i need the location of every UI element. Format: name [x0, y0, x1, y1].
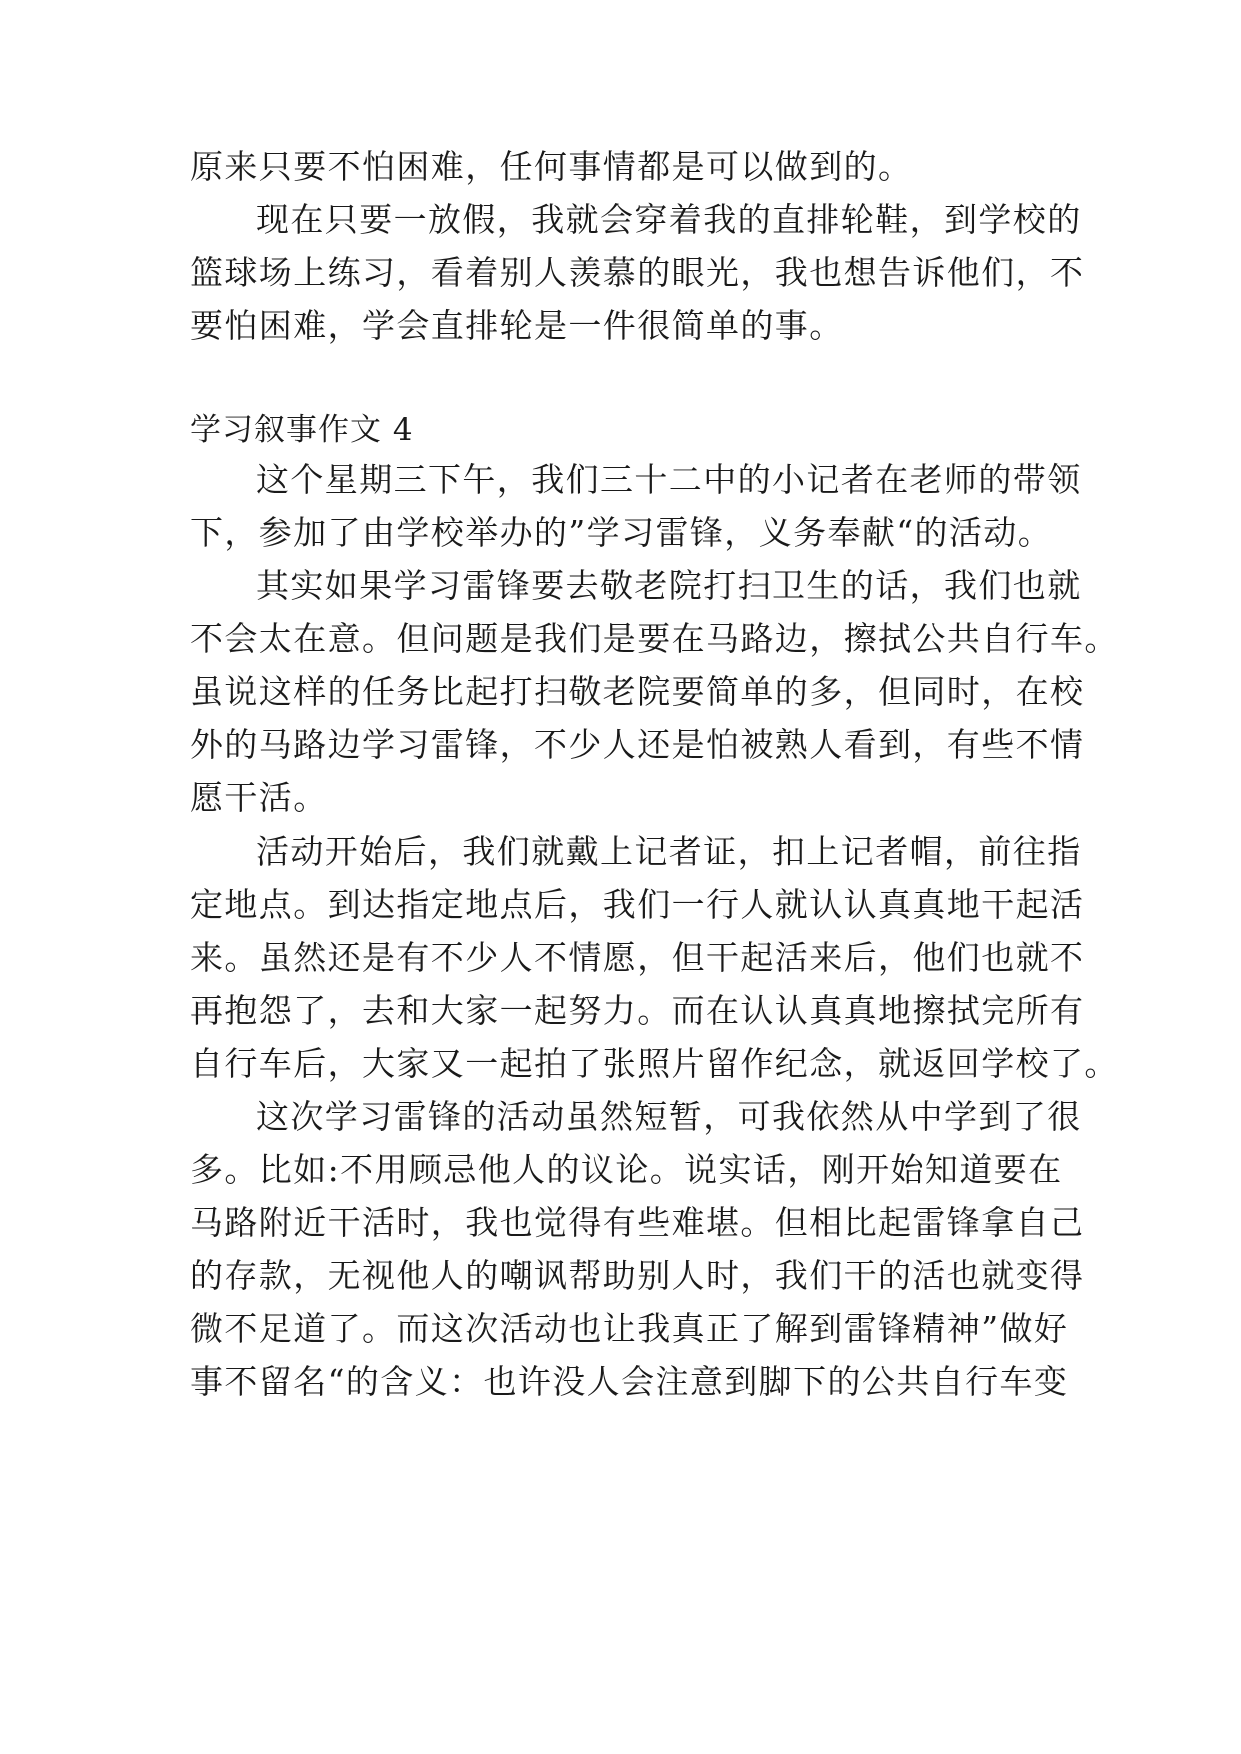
section-title: 学习叙事作文 4 — [190, 412, 414, 448]
text-line: 这次学习雷锋的活动虽然短暂，可我依然从中学到了很 — [256, 1097, 1082, 1136]
text-line: 事不留名“的含义：也许没人会注意到脚下的公共自行车变 — [190, 1362, 1069, 1401]
text-line: 篮球场上练习，看着别人羡慕的眼光，我也想告诉他们，不 — [190, 253, 1085, 292]
text-line: 现在只要一放假，我就会穿着我的直排轮鞋，到学校的 — [256, 200, 1082, 239]
text-line: 愿干活。 — [190, 778, 328, 817]
text-line: 外的马路边学习雷锋，不少人还是怕被熟人看到，有些不情 — [190, 725, 1085, 764]
text-line: 虽说这样的任务比起打扫敬老院要简单的多，但同时，在校 — [190, 672, 1085, 711]
text-line: 其实如果学习雷锋要去敬老院打扫卫生的话，我们也就 — [256, 566, 1082, 605]
text-line: 来。虽然还是有不少人不情愿，但干起活来后，他们也就不 — [190, 938, 1085, 977]
text-line: 微不足道了。而这次活动也让我真正了解到雷锋精神”做好 — [190, 1309, 1069, 1348]
text-line: 多。比如:不用顾忌他人的议论。说实话，刚开始知道要在 — [190, 1150, 1063, 1189]
text-line: 马路附近干活时，我也觉得有些难堪。但相比起雷锋拿自己 — [190, 1203, 1085, 1242]
text-line: 的存款，无视他人的嘲讽帮助别人时，我们干的活也就变得 — [190, 1256, 1085, 1295]
text-line: 活动开始后，我们就戴上记者证，扣上记者帽，前往指 — [256, 832, 1082, 871]
text-line: 再抱怨了，去和大家一起努力。而在认认真真地擦拭完所有 — [190, 991, 1085, 1030]
text-line: 原来只要不怕困难，任何事情都是可以做到的。 — [190, 147, 913, 186]
text-line: 定地点。到达指定地点后，我们一行人就认认真真地干起活 — [190, 885, 1085, 924]
text-line: 下，参加了由学校举办的”学习雷锋，义务奉献“的活动。 — [190, 513, 1053, 552]
text-line: 自行车后，大家又一起拍了张照片留作纪念，就返回学校了。 — [190, 1044, 1119, 1083]
text-line: 不会太在意。但问题是我们是要在马路边，擦拭公共自行车。 — [190, 619, 1119, 658]
text-line: 要怕困难，学会直排轮是一件很简单的事。 — [190, 306, 844, 345]
text-line: 这个星期三下午，我们三十二中的小记者在老师的带领 — [256, 460, 1082, 499]
